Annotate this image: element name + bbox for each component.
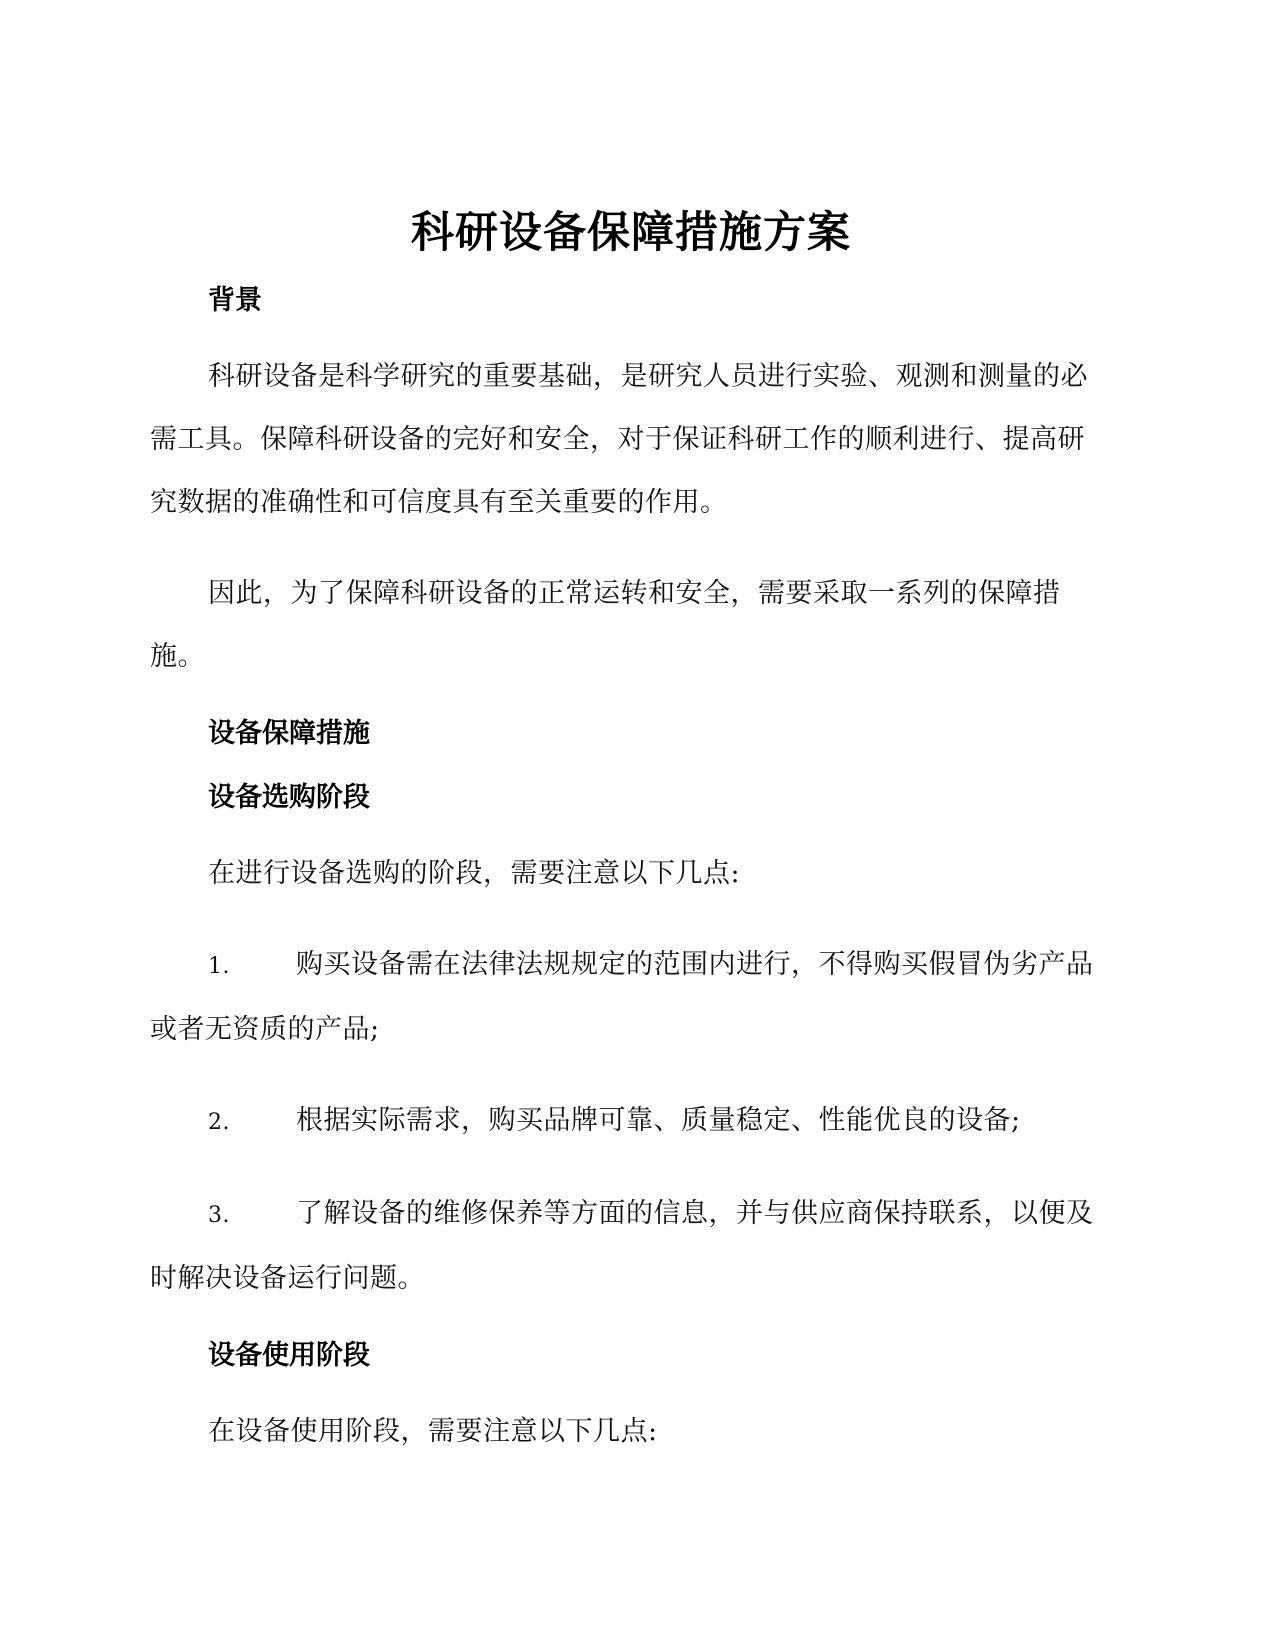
list-item-number: 3. <box>208 1203 230 1228</box>
list-item <box>150 1089 1112 1154</box>
document-title: 科研设备保障措施方案 <box>411 208 851 258</box>
list-item <box>150 933 1112 1061</box>
list-item-number: 1. <box>208 954 230 979</box>
heading-equipment-measures: 设备保障措施 <box>208 718 370 749</box>
document-body <box>150 205 1112 1463</box>
list-item-text: 根据实际需求，购买品牌可靠、质量稳定、性能优良的设备; <box>296 1105 1021 1136</box>
list-item-number: 2. <box>208 1110 230 1135</box>
paragraph-usage-intro: 在设备使用阶段，需要注意以下几点: <box>208 1416 658 1447</box>
heading-background: 背景 <box>208 285 262 316</box>
paragraph-background-2: 因此，为了保障科研设备的正常运转和安全，需要采取一系列的保障措施。 <box>150 578 1061 672</box>
list-item-text: 购买设备需在法律法规规定的范围内进行，不得购买假冒伪劣产品或者无资质的产品; <box>150 949 1094 1045</box>
heading-purchase-stage: 设备选购阶段 <box>208 782 370 813</box>
paragraph-purchase-intro: 在进行设备选购的阶段，需要注意以下几点: <box>208 858 741 889</box>
paragraph-background-1: 科研设备是科学研究的重要基础，是研究人员进行实验、观测和测量的必需工具。保障科研设备的完好和安全，对于保证科研工作的顺利进行、提高研究数据的准确性和可信度具有至关重要的作用。 <box>150 361 1088 518</box>
list-item-text: 了解设备的维修保养等方面的信息，并与供应商保持联系，以便及时解决设备运行问题。 <box>150 1198 1094 1294</box>
list-item <box>150 1182 1112 1310</box>
heading-usage-stage: 设备使用阶段 <box>208 1340 370 1371</box>
